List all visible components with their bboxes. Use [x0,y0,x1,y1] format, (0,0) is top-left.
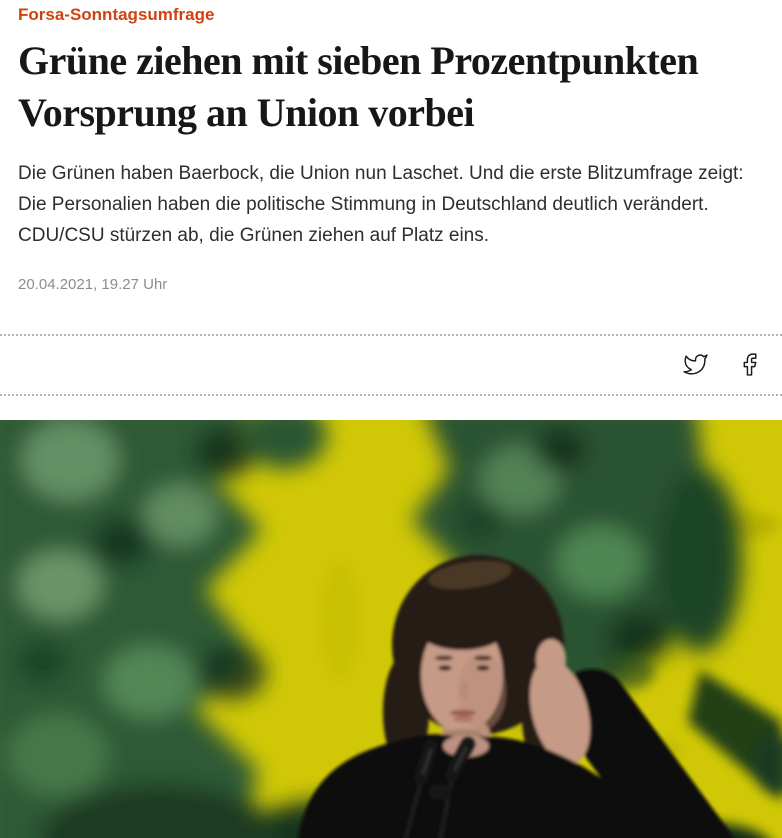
intro-paragraph: Die Grünen haben Baerbock, die Union nun Laschet. Und die erste Blitzumfrage zeigt: Die Personalien haben die politische Stimmung in Deutschland deutlich verändert. CDU/CSU stürzen ab, die Grünen ziehen auf Platz eins. [18,163,744,246]
baerbock-sunflower-photo [0,420,782,838]
facebook-icon [737,352,762,377]
publish-date: 20.04.2021, 19.27 Uhr [18,275,168,293]
kicker[interactable]: Forsa-Sonntagsumfrage [18,5,215,24]
headline: Grüne ziehen mit sieben Prozentpunkten Vorsprung an Union vorbei [18,38,699,136]
facebook-share-button[interactable] [736,352,762,378]
twitter-share-button[interactable] [682,352,708,378]
article-header [0,0,782,293]
twitter-icon [683,352,708,377]
article-image [0,420,782,838]
share-bar [0,334,782,396]
